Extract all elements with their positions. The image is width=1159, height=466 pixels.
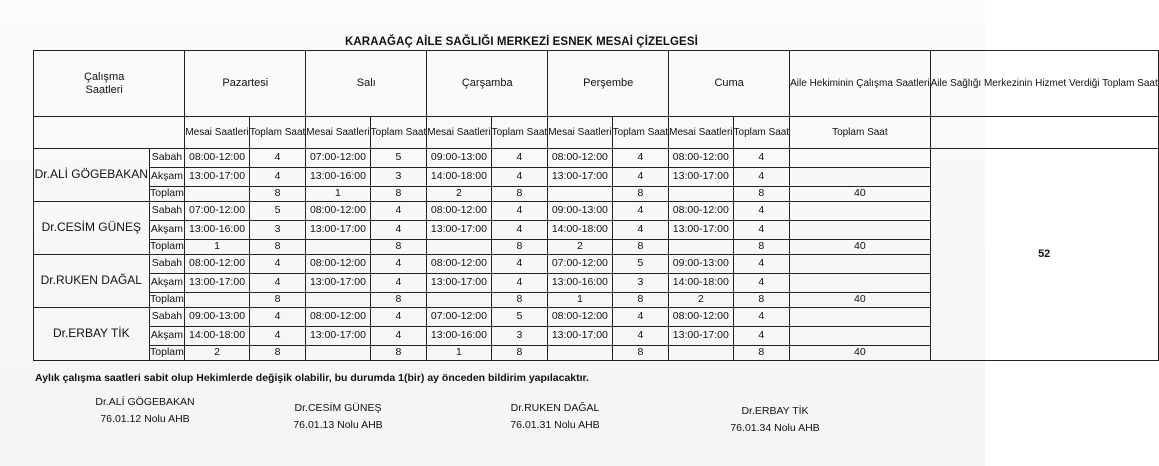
empty-header-cell	[34, 117, 185, 149]
schedule-table	[33, 50, 1159, 361]
mesai-cell: 13:00-16:00	[185, 221, 249, 240]
session-label: Sabah	[149, 308, 185, 327]
mesai-cell: 09:00-13:00	[427, 149, 491, 168]
weekly-total-cell: 40	[790, 187, 931, 202]
calisma-saatleri-header	[34, 51, 185, 117]
hours-cell: 4	[491, 274, 548, 293]
hours-cell: 5	[370, 149, 427, 168]
hours-cell: 4	[491, 255, 548, 274]
hours-cell: 8	[370, 346, 427, 361]
doctor-name: Dr.RUKEN DAĞAL	[34, 255, 150, 308]
hours-cell: 4	[733, 202, 790, 221]
extra-hours-cell	[306, 240, 370, 255]
hours-cell: 8	[249, 187, 306, 202]
doctor-name: Dr.CESİM GÜNEŞ	[34, 202, 150, 255]
hours-cell: 8	[249, 293, 306, 308]
table-row	[34, 149, 1159, 168]
mesai-cell: 08:00-12:00	[669, 202, 733, 221]
extra-hours-cell	[185, 293, 249, 308]
mesai-cell: 07:00-12:00	[185, 202, 249, 221]
asm-hizmet-header: Aile Sağlığı Merkezinin Hizmet Verdiği Toplam Saat	[930, 51, 1158, 117]
signature-name: Dr.RUKEN DAĞAL	[510, 402, 600, 414]
page-title: KARAAĞAÇ AİLE SAĞLIĞI MERKEZİ ESNEK MESAİ ÇİZELGESİ	[345, 36, 698, 48]
hours-cell: 3	[370, 168, 427, 187]
hours-cell: 4	[370, 202, 427, 221]
hours-cell: 8	[249, 240, 306, 255]
hours-cell: 8	[612, 187, 669, 202]
signature-unit: 76.01.13 Nolu AHB	[293, 419, 383, 431]
session-label: Toplam	[149, 293, 185, 308]
weekly-total-cell	[790, 327, 931, 346]
signature-name: Dr.ERBAY TİK	[741, 405, 809, 417]
doctor-name: Dr.ERBAY TİK	[34, 308, 150, 361]
weekly-total-cell: 40	[790, 293, 931, 308]
mesai-cell: 08:00-12:00	[306, 202, 370, 221]
hours-cell: 4	[249, 255, 306, 274]
header-row-days	[34, 51, 1159, 117]
hours-cell: 4	[612, 149, 669, 168]
extra-hours-cell: 1	[427, 346, 491, 361]
weekly-total-cell	[790, 149, 931, 168]
mesai-cell: 08:00-12:00	[306, 308, 370, 327]
weekly-total-cell	[790, 221, 931, 240]
extra-hours-cell: 1	[185, 240, 249, 255]
extra-hours-cell: 1	[306, 187, 370, 202]
day-header-sali: Salı	[306, 51, 427, 117]
extra-hours-cell: 1	[548, 293, 612, 308]
mesai-cell: 09:00-13:00	[669, 255, 733, 274]
header-row-sub	[34, 117, 1159, 149]
session-label: Toplam	[149, 187, 185, 202]
hours-cell: 8	[733, 346, 790, 361]
weekly-toplam-saat-header: Toplam Saat	[790, 117, 931, 149]
extra-hours-cell: 2	[427, 187, 491, 202]
hours-cell: 4	[370, 221, 427, 240]
hours-cell: 8	[733, 293, 790, 308]
mesai-cell: 09:00-13:00	[548, 202, 612, 221]
hours-cell: 3	[249, 221, 306, 240]
hours-cell: 4	[491, 168, 548, 187]
signature-name: Dr.ALİ GÖGEBAKAN	[95, 396, 195, 408]
session-label: Sabah	[149, 202, 185, 221]
hours-cell: 8	[733, 187, 790, 202]
hours-cell: 4	[370, 308, 427, 327]
hours-cell: 4	[370, 327, 427, 346]
hours-cell: 5	[491, 308, 548, 327]
mesai-cell: 08:00-12:00	[185, 149, 249, 168]
mesai-cell: 13:00-17:00	[548, 168, 612, 187]
hours-cell: 4	[370, 255, 427, 274]
hours-cell: 4	[733, 274, 790, 293]
extra-hours-cell	[548, 187, 612, 202]
hours-cell: 8	[612, 346, 669, 361]
day-header-persembe: Perşembe	[548, 51, 669, 117]
mesai-cell: 08:00-12:00	[669, 149, 733, 168]
session-label: Toplam	[149, 240, 185, 255]
mesai-cell: 08:00-12:00	[548, 308, 612, 327]
day-header-cuma: Cuma	[669, 51, 790, 117]
mesai-cell: 13:00-16:00	[306, 168, 370, 187]
hours-cell: 8	[370, 293, 427, 308]
hours-cell: 4	[491, 221, 548, 240]
asm-total-hours: 52	[930, 149, 1158, 361]
hours-cell: 4	[612, 221, 669, 240]
hours-cell: 4	[249, 168, 306, 187]
hours-cell: 4	[612, 168, 669, 187]
weekly-total-cell	[790, 308, 931, 327]
extra-hours-cell: 2	[548, 240, 612, 255]
hours-cell: 8	[733, 240, 790, 255]
extra-hours-cell	[306, 346, 370, 361]
hours-cell: 5	[249, 202, 306, 221]
session-label: Akşam	[149, 327, 185, 346]
mesai-cell: 08:00-12:00	[306, 255, 370, 274]
mesai-cell: 08:00-12:00	[427, 202, 491, 221]
toplam-saat-header: Toplam Saat	[249, 117, 306, 149]
toplam-saat-header: Toplam Saat	[491, 117, 548, 149]
signature-block	[70, 394, 220, 428]
hours-cell: 8	[249, 346, 306, 361]
mesai-cell: 13:00-17:00	[669, 327, 733, 346]
hours-cell: 4	[249, 274, 306, 293]
signature-block	[480, 400, 630, 434]
hours-cell: 4	[249, 327, 306, 346]
extra-hours-cell	[548, 346, 612, 361]
signature-block	[263, 400, 413, 434]
weekly-total-cell	[790, 168, 931, 187]
mesai-cell: 13:00-17:00	[427, 221, 491, 240]
hours-cell: 8	[370, 187, 427, 202]
hours-cell: 4	[733, 221, 790, 240]
hours-cell: 4	[733, 255, 790, 274]
mesai-cell: 07:00-12:00	[548, 255, 612, 274]
extra-hours-cell	[427, 240, 491, 255]
mesai-header: Mesai Saatleri	[548, 117, 612, 149]
hours-cell: 4	[612, 308, 669, 327]
hours-cell: 8	[491, 187, 548, 202]
footnote: Aylık çalışma saatleri sabit olup Hekimlerde değişik olabilir, bu durumda 1(bir) ay önceden bildirim yapılacaktır.	[35, 372, 589, 384]
hours-cell: 8	[370, 240, 427, 255]
mesai-cell: 08:00-12:00	[548, 149, 612, 168]
mesai-cell: 13:00-17:00	[306, 274, 370, 293]
hours-cell: 5	[612, 255, 669, 274]
hours-cell: 4	[249, 308, 306, 327]
mesai-cell: 13:00-17:00	[185, 274, 249, 293]
mesai-cell: 08:00-12:00	[185, 255, 249, 274]
hours-cell: 8	[491, 346, 548, 361]
weekly-total-cell: 40	[790, 346, 931, 361]
hours-cell: 3	[612, 274, 669, 293]
session-label: Akşam	[149, 274, 185, 293]
hours-cell: 4	[733, 308, 790, 327]
extra-hours-cell	[669, 240, 733, 255]
signature-unit: 76.01.12 Nolu AHB	[100, 413, 190, 425]
extra-hours-cell: 2	[185, 346, 249, 361]
weekly-total-cell	[790, 255, 931, 274]
mesai-cell: 13:00-16:00	[548, 274, 612, 293]
calisma-saatleri-label: Çalışma Saatleri	[84, 71, 125, 96]
mesai-cell: 14:00-18:00	[548, 221, 612, 240]
mesai-cell: 13:00-16:00	[427, 327, 491, 346]
hours-cell: 4	[612, 202, 669, 221]
asm-empty-cell	[930, 117, 1158, 149]
toplam-saat-header: Toplam Saat	[370, 117, 427, 149]
hours-cell: 4	[612, 327, 669, 346]
session-label: Sabah	[149, 255, 185, 274]
doctor-name: Dr.ALİ GÖGEBAKAN	[34, 149, 150, 202]
extra-hours-cell	[669, 346, 733, 361]
signature-unit: 76.01.31 Nolu AHB	[510, 419, 600, 431]
extra-hours-cell	[427, 293, 491, 308]
hours-cell: 4	[249, 149, 306, 168]
extra-hours-cell	[669, 187, 733, 202]
toplam-saat-header: Toplam Saat	[733, 117, 790, 149]
extra-hours-cell	[306, 293, 370, 308]
session-label: Toplam	[149, 346, 185, 361]
mesai-cell: 07:00-12:00	[306, 149, 370, 168]
mesai-cell: 13:00-17:00	[185, 168, 249, 187]
hours-cell: 4	[733, 168, 790, 187]
hours-cell: 8	[491, 240, 548, 255]
day-header-carsamba: Çarşamba	[427, 51, 548, 117]
toplam-saat-header: Toplam Saat	[612, 117, 669, 149]
mesai-cell: 08:00-12:00	[427, 255, 491, 274]
day-header-pazartesi: Pazartesi	[185, 51, 306, 117]
mesai-cell: 14:00-18:00	[669, 274, 733, 293]
mesai-cell: 14:00-18:00	[185, 327, 249, 346]
weekly-total-cell: 40	[790, 240, 931, 255]
mesai-header: Mesai Saatleri	[669, 117, 733, 149]
mesai-cell: 13:00-17:00	[669, 221, 733, 240]
hours-cell: 4	[370, 274, 427, 293]
mesai-cell: 13:00-17:00	[548, 327, 612, 346]
aile-hekimi-header: Aile Hekiminin Çalışma Saatleri	[790, 51, 931, 117]
mesai-cell: 13:00-17:00	[427, 274, 491, 293]
session-label: Sabah	[149, 149, 185, 168]
extra-hours-cell: 2	[669, 293, 733, 308]
hours-cell: 3	[491, 327, 548, 346]
hours-cell: 4	[491, 149, 548, 168]
hours-cell: 8	[612, 240, 669, 255]
mesai-cell: 14:00-18:00	[427, 168, 491, 187]
hours-cell: 4	[491, 202, 548, 221]
signature-unit: 76.01.34 Nolu AHB	[730, 422, 820, 434]
weekly-total-cell	[790, 202, 931, 221]
mesai-cell: 07:00-12:00	[427, 308, 491, 327]
hours-cell: 4	[733, 149, 790, 168]
mesai-header: Mesai Saatleri	[427, 117, 491, 149]
mesai-cell: 13:00-17:00	[306, 327, 370, 346]
signature-block	[700, 403, 850, 437]
signature-name: Dr.CESİM GÜNEŞ	[294, 402, 382, 414]
hours-cell: 8	[491, 293, 548, 308]
extra-hours-cell	[185, 187, 249, 202]
mesai-cell: 08:00-12:00	[669, 308, 733, 327]
mesai-cell: 09:00-13:00	[185, 308, 249, 327]
mesai-header: Mesai Saatleri	[306, 117, 370, 149]
mesai-header: Mesai Saatleri	[185, 117, 249, 149]
hours-cell: 4	[733, 327, 790, 346]
doctor-rows	[34, 149, 1159, 361]
session-label: Akşam	[149, 221, 185, 240]
weekly-total-cell	[790, 274, 931, 293]
hours-cell: 8	[612, 293, 669, 308]
mesai-cell: 13:00-17:00	[306, 221, 370, 240]
session-label: Akşam	[149, 168, 185, 187]
mesai-cell: 13:00-17:00	[669, 168, 733, 187]
